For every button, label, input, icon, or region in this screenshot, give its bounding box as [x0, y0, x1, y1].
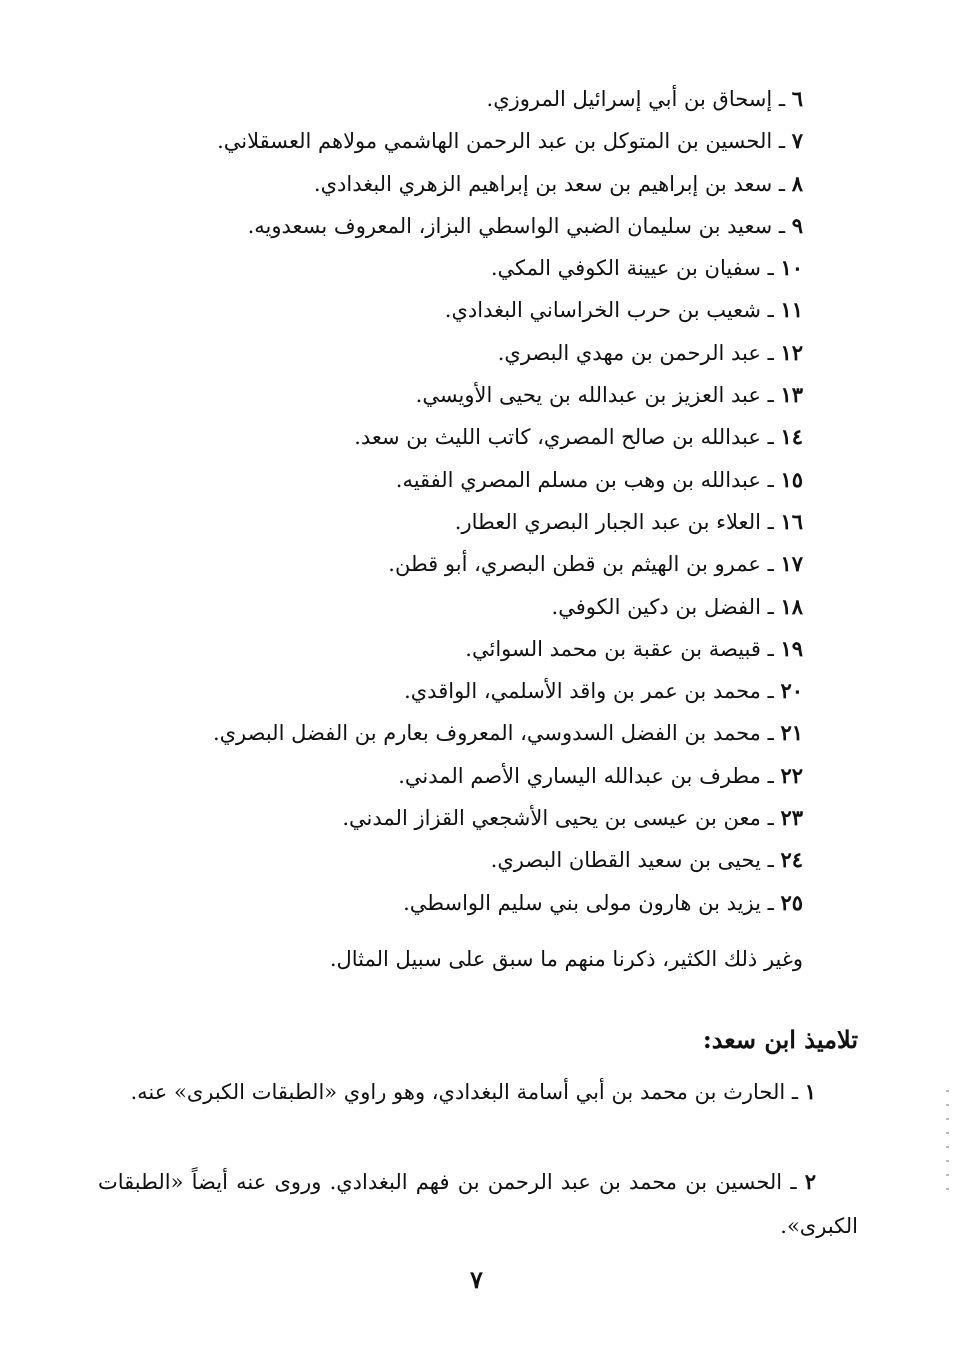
- item-text: عبدالله بن وهب بن مسلم المصري الفقيه.: [395, 467, 761, 492]
- item-separator: ـ: [760, 848, 781, 873]
- item-number: ١٩: [780, 635, 803, 661]
- item-text: معن بن عيسى بن يحيى الأشجعي القزاز المدني.: [342, 806, 761, 831]
- list-item: [83, 670, 803, 712]
- item-separator: ـ: [760, 679, 781, 704]
- item-number: ١٠: [780, 255, 803, 281]
- item-text: يزيد بن هارون مولى بني سليم الواسطي.: [403, 890, 761, 915]
- item-separator: ـ: [785, 1080, 805, 1104]
- item-number: ٢٣: [780, 805, 803, 831]
- list-item: [83, 839, 803, 881]
- item-separator: ـ: [760, 763, 781, 788]
- item-text: العلاء بن عبد الجبار البصري العطار.: [454, 509, 761, 534]
- item-text: إسحاق بن أبي إسرائيل المروزي.: [486, 87, 773, 111]
- item-text: سعيد بن سليمان الضبي الواسطي البزاز، المعروف بسعدويه.: [247, 213, 773, 238]
- item-number: ١٦: [780, 508, 803, 534]
- list-item: [83, 797, 803, 839]
- list-item: [83, 374, 803, 416]
- item-text: الحسين بن المتوكل بن عبد الرحمن الهاشمي مولاهم العسقلاني.: [217, 129, 773, 154]
- item-text: محمد بن عمر بن واقد الأسلمي، الواقدي.: [404, 679, 761, 704]
- students-heading: تلاميذ ابن سعد:: [702, 1025, 858, 1054]
- list-item: [83, 205, 803, 247]
- list-item: [83, 882, 803, 924]
- list-item: [83, 712, 803, 754]
- item-separator: ـ: [760, 594, 781, 619]
- item-number: ٢٠: [780, 678, 803, 704]
- list-item: [83, 628, 803, 670]
- item-number: ٢٥: [780, 889, 803, 915]
- item-separator: ـ: [760, 806, 781, 831]
- item-text: عبد الرحمن بن مهدي البصري.: [497, 340, 761, 365]
- item-separator: ـ: [760, 890, 781, 915]
- item-text: مطرف بن عبدالله اليساري الأصم المدني.: [398, 763, 761, 788]
- student-paragraph: [98, 1160, 858, 1248]
- item-number: ٢٤: [780, 847, 803, 873]
- item-number: ٦: [791, 86, 803, 111]
- narrators-list: [83, 78, 803, 924]
- scan-margin-marks: [946, 1090, 949, 1200]
- item-separator: ـ: [782, 1170, 805, 1194]
- list-item: [83, 163, 803, 205]
- item-text: عمرو بن الهيثم بن قطن البصري، أبو قطن.: [388, 552, 761, 577]
- item-separator: ـ: [760, 552, 781, 577]
- item-separator: ـ: [772, 129, 792, 154]
- list-item: [83, 501, 803, 543]
- item-text: قبيصة بن عقبة بن محمد السوائي.: [465, 636, 761, 661]
- item-number: ١١: [780, 297, 803, 323]
- list-item: [83, 247, 803, 289]
- item-number: ٢: [804, 1169, 816, 1194]
- item-number: ١٤: [780, 424, 803, 450]
- item-text: الحارث بن محمد بن أبي أسامة البغدادي، وهو راوي «الطبقات الكبرى» عنه.: [130, 1080, 786, 1104]
- item-separator: ـ: [760, 467, 781, 492]
- list-item: [83, 289, 803, 331]
- item-text: شعيب بن حرب الخراساني البغدادي.: [444, 298, 761, 323]
- closing-sentence: وغير ذلك الكثير، ذكرنا منهم ما سبق على سبيل المثال.: [329, 947, 803, 971]
- list-item: [83, 543, 803, 585]
- item-separator: ـ: [772, 213, 792, 238]
- item-text: سفيان بن عيينة الكوفي المكي.: [490, 256, 761, 281]
- item-text: عبد العزيز بن عبدالله بن يحيى الأويسي.: [415, 383, 761, 408]
- item-text: الفضل بن دكين الكوفي.: [551, 594, 761, 619]
- student-paragraph: [98, 1070, 858, 1114]
- list-item: [83, 459, 803, 501]
- item-separator: ـ: [760, 256, 781, 281]
- item-number: ١٨: [780, 593, 803, 619]
- list-item: [83, 78, 803, 120]
- item-text: سعد بن إبراهيم بن سعد بن إبراهيم الزهري البغدادي.: [313, 171, 773, 196]
- item-number: ١٧: [780, 551, 803, 577]
- list-item: [83, 332, 803, 374]
- page-number: ٧: [470, 1265, 483, 1294]
- item-separator: ـ: [772, 171, 792, 196]
- item-separator: ـ: [760, 636, 781, 661]
- item-separator: ـ: [760, 509, 781, 534]
- item-separator: ـ: [760, 340, 781, 365]
- list-item: [83, 586, 803, 628]
- item-text: محمد بن الفضل السدوسي، المعروف بعارم بن الفضل البصري.: [212, 721, 761, 746]
- item-separator: ـ: [760, 298, 781, 323]
- item-text: عبدالله بن صالح المصري، كاتب الليث بن سعد.: [354, 425, 761, 450]
- item-number: ٧: [791, 128, 803, 154]
- item-separator: ـ: [772, 87, 792, 111]
- item-number: ٩: [791, 212, 803, 238]
- item-number: ٢١: [780, 720, 803, 746]
- item-text: يحيى بن سعيد القطان البصري.: [490, 848, 761, 873]
- item-number: ٢٢: [780, 762, 803, 788]
- item-number: ١٢: [780, 339, 803, 365]
- list-item: [83, 416, 803, 458]
- item-separator: ـ: [760, 425, 781, 450]
- item-number: ١٣: [780, 382, 803, 408]
- list-item: [83, 755, 803, 797]
- item-separator: ـ: [760, 383, 781, 408]
- item-separator: ـ: [760, 721, 781, 746]
- item-number: ١٥: [780, 466, 803, 492]
- item-number: ١: [804, 1079, 816, 1104]
- item-number: ٨: [791, 170, 803, 196]
- item-text: الحسين بن محمد بن عبد الرحمن بن فهم البغدادي. وروى عنه أيضاً «الطبقات الكبرى».: [98, 1170, 858, 1238]
- list-item: [83, 120, 803, 162]
